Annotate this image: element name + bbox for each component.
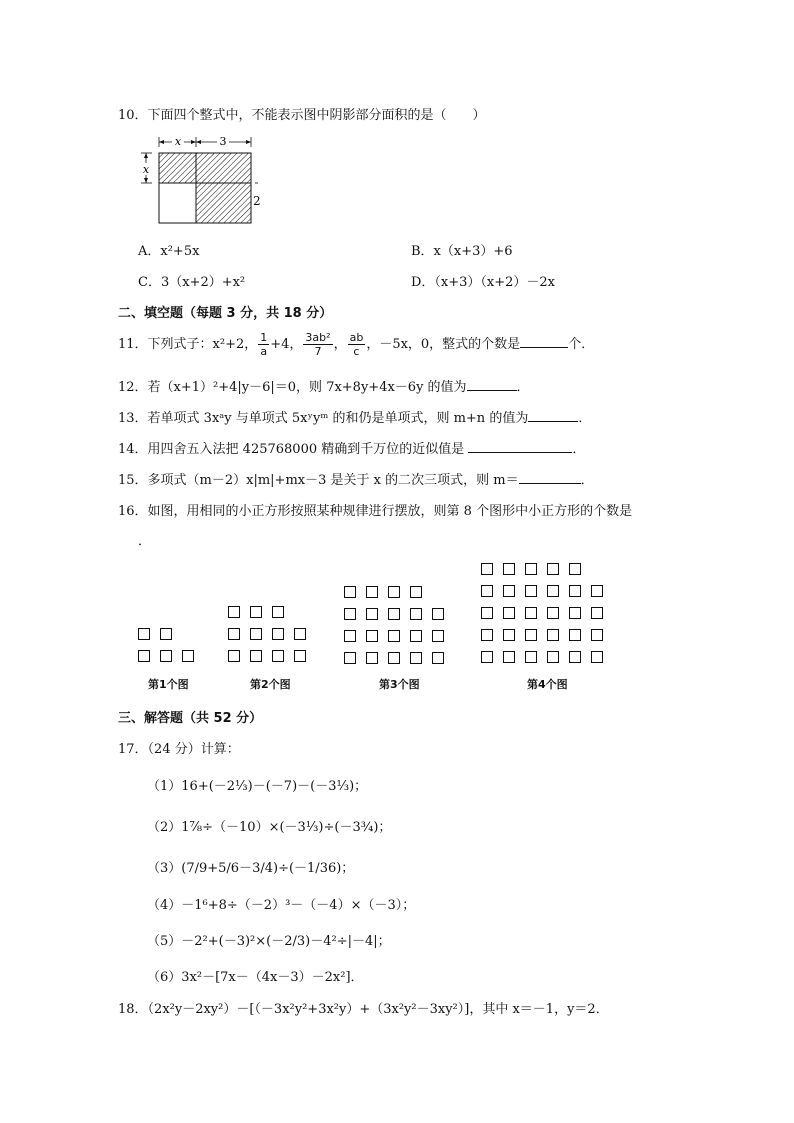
q16-caption-4: 第4个图 <box>527 678 568 691</box>
q10-label-top-x: x <box>174 135 182 148</box>
fig2-square <box>228 628 240 640</box>
fig4-square <box>591 651 603 663</box>
fig2-square <box>250 606 262 618</box>
q10-option-c: C．3（x+2）+x² <box>138 275 246 290</box>
fig3-square <box>432 608 444 620</box>
q11-f1-den: a <box>260 345 268 358</box>
fig3-square <box>388 586 400 598</box>
fig4-square <box>547 651 559 663</box>
q10-label-top-3: 3 <box>219 135 227 148</box>
fig3-square <box>344 630 356 642</box>
fig2-square <box>228 650 240 662</box>
q10-option-b: B．x（x+3）+6 <box>411 244 513 259</box>
fig1-square <box>160 628 172 640</box>
q16-caption-3: 第3个图 <box>379 678 420 691</box>
fig3-square <box>344 652 356 664</box>
fig2-square <box>228 606 240 618</box>
q11-tail: 个． <box>568 337 595 352</box>
fig4-square <box>503 607 515 619</box>
fig4-square <box>525 629 537 641</box>
fig3-square <box>432 630 444 642</box>
fig4-square <box>481 607 493 619</box>
q11-prefix: 11．下列式子：x²+2， <box>118 337 258 352</box>
fig4-square <box>481 629 493 641</box>
fig4-square <box>503 585 515 597</box>
q17-item-1: （1）16+(－2⅓)－(－7)－(－3⅓)； <box>147 779 368 794</box>
q18: 18．（2x²y－2xy²）－[（－3x²y²+3x²y）+（3x²y²－3xy²）]，其中 x＝－1，y＝2． <box>118 1002 609 1017</box>
fig3-square <box>366 630 378 642</box>
q10-label-right-2: 2 <box>253 194 261 208</box>
fig4-square <box>525 563 537 575</box>
q12-text: 12．若（x+1）²+4|y－6|＝0，则 7x+8y+4x－6y 的值为 <box>118 380 467 395</box>
fig3-square <box>410 652 422 664</box>
fig2-square <box>294 650 306 662</box>
fig4-square <box>547 607 559 619</box>
q10-option-d: D．（x+3）（x+2）－2x <box>411 275 556 290</box>
fig4-square <box>481 563 493 575</box>
q17-item-4: （4）－1⁶+8÷（－2）³－（－4）×（－3）； <box>147 898 416 913</box>
q13-text: 13．若单项式 3xᵃy 与单项式 5xʸyᵐ 的和仍是单项式，则 m+n 的值为 <box>118 411 529 426</box>
fig2-square <box>272 606 284 618</box>
fig4-square <box>547 563 559 575</box>
q17-item-3: （3）(7/9+5/6－3/4)÷(－1/36)； <box>147 861 355 876</box>
fig2-square <box>272 650 284 662</box>
fig4-square <box>503 563 515 575</box>
fig3-square <box>344 586 356 598</box>
q13-tail: ． <box>578 411 592 426</box>
fig3-square <box>388 608 400 620</box>
fig4-square <box>525 607 537 619</box>
fig3-square <box>366 652 378 664</box>
fig4-square <box>569 651 581 663</box>
fig2-square <box>250 628 262 640</box>
fig4-square <box>503 629 515 641</box>
fig2-square <box>294 628 306 640</box>
fig3-square <box>432 652 444 664</box>
q11-suffix: ，－5x，0，整式的个数是 <box>366 337 521 352</box>
q16-caption-2: 第2个图 <box>250 678 291 691</box>
q16-caption-1: 第1个图 <box>148 678 189 691</box>
fig4-square <box>591 607 603 619</box>
fig4-square <box>547 585 559 597</box>
fig4-square <box>525 585 537 597</box>
q11-f2-num: 3ab² <box>305 331 331 344</box>
fig3-square <box>410 608 422 620</box>
q10-stem: 10．下面四个整式中，不能表示图中阴影部分面积的是（ ） <box>118 108 486 123</box>
q11-f2-den: 7 <box>314 345 322 358</box>
q17-stem: 17．（24 分）计算： <box>118 742 240 757</box>
q15-tail: ． <box>580 473 594 488</box>
q12-tail: ． <box>516 380 530 395</box>
fig1-square <box>138 628 150 640</box>
fig1-square <box>138 650 150 662</box>
fig3-square <box>344 608 356 620</box>
q14-text: 14．用四舍五入法把 425768000 精确到千万位的近似值是 <box>118 442 465 457</box>
fig3-square <box>388 630 400 642</box>
fig3-square <box>410 630 422 642</box>
fig4-square <box>525 651 537 663</box>
fig1-square <box>160 650 172 662</box>
q11-f3-den: c <box>353 345 360 358</box>
fig3-square <box>366 586 378 598</box>
q16-text: 16．如图，用相同的小正方形按照某种规律进行摆放，则第 8 个图形中小正方形的个数是 <box>118 504 633 519</box>
q10-option-a: A．x²+5x <box>138 244 200 259</box>
q11-after-f1: +4， <box>270 337 303 352</box>
fig3-square <box>410 586 422 598</box>
fig4-square <box>569 563 581 575</box>
fig4-square <box>481 585 493 597</box>
q15-text: 15．多项式（m－2）x|m|+mx－3 是关于 x 的二次三项式，则 m＝ <box>118 473 519 488</box>
fig4-square <box>481 651 493 663</box>
section3-title: 三、解答题（共 52 分） <box>118 711 263 726</box>
fig3-square <box>388 652 400 664</box>
q17-item-6: （6）3x²－[7x－（4x－3）－2x²]． <box>147 970 364 985</box>
fig4-square <box>591 629 603 641</box>
q10-label-left-x: x <box>142 163 150 176</box>
q17-item-5: （5）－2²+(－3)²×(－2/3)－4²÷|－4|； <box>147 934 391 949</box>
fig4-square <box>591 585 603 597</box>
fig2-square <box>272 628 284 640</box>
q11-f1-num: 1 <box>260 331 268 344</box>
q16-tail: ． <box>138 534 152 549</box>
fig4-square <box>569 629 581 641</box>
fig4-square <box>569 585 581 597</box>
fig2-square <box>250 650 262 662</box>
q11-after-f2: ， <box>333 337 347 352</box>
q17-item-2: （2）1⅞÷（－10）×(－3⅓)÷(－3¾)； <box>147 820 392 835</box>
q11-f3-num: ab <box>349 331 364 344</box>
fig3-square <box>366 608 378 620</box>
q14-tail: ． <box>572 442 586 457</box>
section2-title: 二、填空题（每题 3 分，共 18 分） <box>118 306 333 321</box>
fig4-square <box>569 607 581 619</box>
fig4-square <box>503 651 515 663</box>
fig1-square <box>182 650 194 662</box>
fig4-square <box>547 629 559 641</box>
